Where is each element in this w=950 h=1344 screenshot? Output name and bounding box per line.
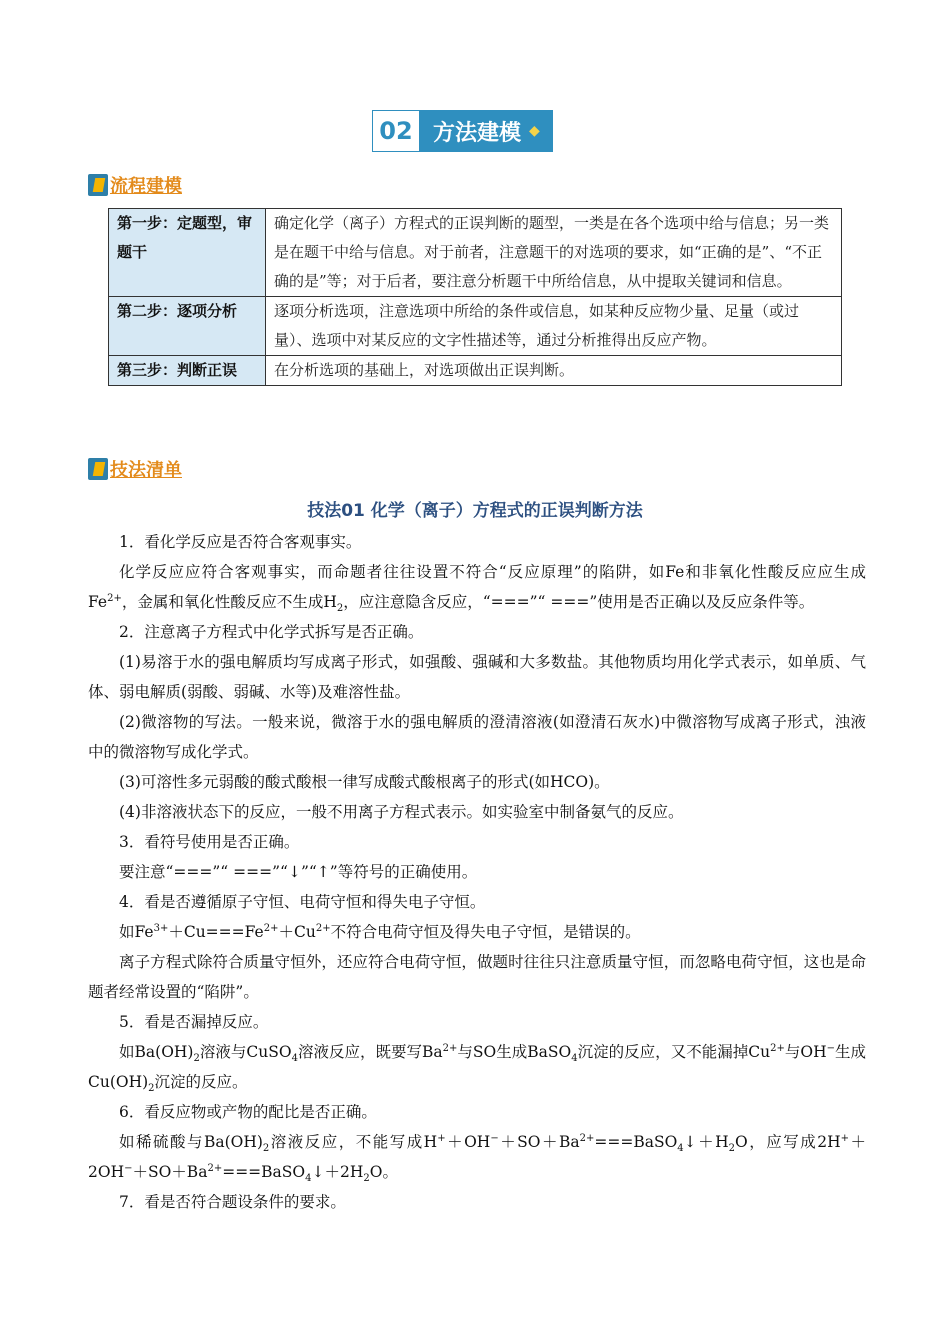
- paragraph: (4)非溶液状态下的反应，一般不用离子方程式表示。如实验室中制备氨气的反应。: [119, 803, 684, 821]
- paragraph: 离子方程式除符合质量守恒外，还应符合电荷守恒，做题时往往只注意质量守恒，而忽略电荷守恒，这也是命题者经常设置的“陷阱”。: [88, 953, 866, 1001]
- section-heading-techniques: [88, 456, 182, 482]
- paragraph: (1)易溶于水的强电解质均写成离子形式，如强酸、强碱和大多数盐。其他物质均用化学式表示，如单质、气体、弱电解质(弱酸、弱碱、水等)及难溶性盐。: [88, 653, 866, 701]
- paragraph: 2．注意离子方程式中化学式拆写是否正确。: [119, 623, 424, 641]
- paragraph: 如稀硫酸与$Ba(OH)_2$溶液反应，不能写成$H^++OH^-+SO+Ba^{2+}===BaSO_4↓+H_2O$，应写成$2H^++2OH^-+SO+Ba^{2+}===BaSO_4↓+2H_2O$。: [88, 1132, 866, 1185]
- technique-title: 技法01 化学（离子）方程式的正误判断方法: [307, 501, 643, 521]
- step-key: 第一步：定题型，审题干: [109, 209, 266, 297]
- paragraph: 3．看符号使用是否正确。: [119, 833, 300, 851]
- step-value: 确定化学（离子）方程式的正误判断的题型，一类是在各个选项中给与信息；另一类是在题干中给与信息。对于前者，注意题干的对选项的要求，如“正确的是”、“不正确的是”等；对于后者，要注意分析题干中所给信息，从中提取关键词和信息。: [266, 209, 842, 297]
- table-row: [109, 297, 842, 356]
- step-value: 在分析选项的基础上，对选项做出正误判断。: [266, 356, 842, 386]
- paragraph: 如$Ba(OH)_2$溶液与CuSO$_4$溶液反应，既要写$Ba^{2+}$与SO生成BaSO$_4$沉淀的反应，又不能漏掉$Cu^{2+}$与OH−生成$Cu(OH)_2$沉淀的反应。: [88, 1042, 867, 1095]
- section-banner: [372, 110, 553, 152]
- table-row: [109, 356, 842, 386]
- paragraph: (3)可溶性多元弱酸的酸式酸根一律写成酸式酸根离子的形式(如HCO)。: [119, 773, 610, 791]
- book-icon: [88, 174, 108, 196]
- diamond-icon: ◆: [529, 123, 540, 139]
- paragraph: 7．看是否符合题设条件的要求。: [119, 1193, 346, 1211]
- body-text: [88, 527, 866, 1217]
- step-key: 第三步：判断正误: [109, 356, 266, 386]
- paragraph: 5．看是否漏掉反应。: [119, 1013, 269, 1031]
- paragraph: 6．看反应物或产物的配比是否正确。: [119, 1103, 377, 1121]
- paragraph: 如$Fe^{3+}+Cu===Fe^{2+}+Cu^{2+}$不符合电荷守恒及得失电子守恒，是错误的。: [119, 922, 641, 941]
- steps-table: [108, 208, 842, 386]
- paragraph: 化学反应应符合客观事实，而命题者往往设置不符合“反应原理”的陷阱，如Fe和非氧化性酸反应应生成$Fe^{2+}$，金属和氧化性酸反应不生成$H_2$，应注意隐含反应，“===”“ ===”使用是否正确以及反应条件等。: [88, 563, 866, 615]
- step-value: 逐项分析选项，注意选项中所给的条件或信息，如某种反应物少量、足量（或过量）、选项中对某反应的文字性描述等，通过分析推得出反应产物。: [266, 297, 842, 356]
- banner-title-box: [419, 111, 552, 151]
- section-heading-label: 技法清单: [110, 460, 182, 481]
- paragraph: 1．看化学反应是否符合客观事实。: [119, 533, 362, 551]
- step-key: 第二步：逐项分析: [109, 297, 266, 356]
- banner-title: 方法建模: [433, 120, 522, 146]
- table-row: [109, 209, 842, 297]
- paragraph: 要注意“===”“ ===”“↓”“↑”等符号的正确使用。: [119, 863, 478, 881]
- book-icon: [88, 458, 108, 480]
- banner-number: 02: [373, 111, 419, 151]
- section-heading-process: [88, 172, 182, 198]
- paragraph: (2)微溶物的写法。一般来说，微溶于水的强电解质的澄清溶液(如澄清石灰水)中微溶物写成离子形式，浊液中的微溶物写成化学式。: [88, 713, 866, 761]
- section-heading-label: 流程建模: [110, 176, 182, 197]
- paragraph: 4．看是否遵循原子守恒、电荷守恒和得失电子守恒。: [119, 893, 486, 911]
